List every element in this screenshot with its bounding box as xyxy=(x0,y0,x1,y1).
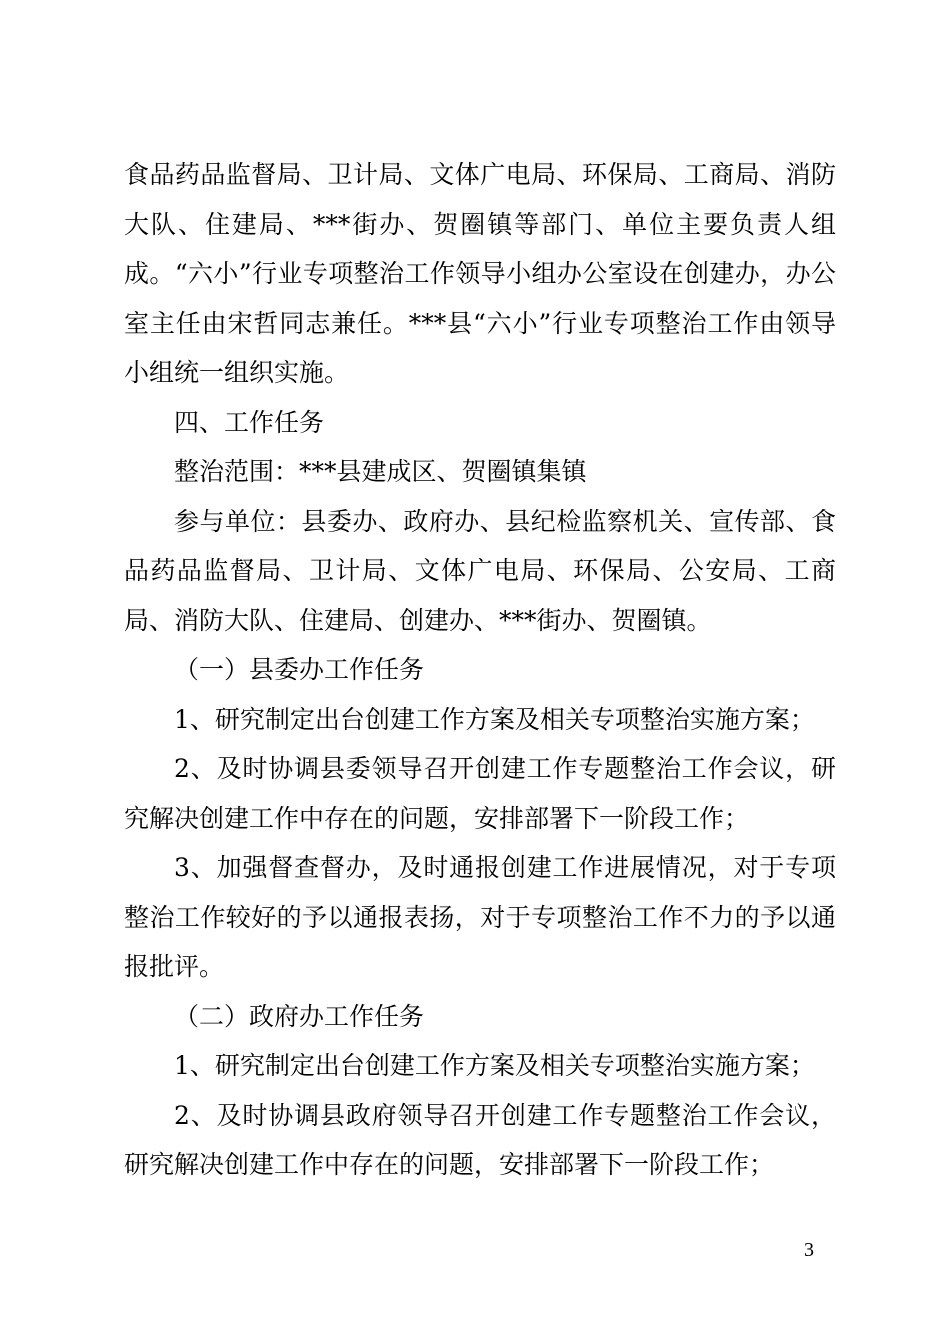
list-item-committee-task-3: 3、加强督查督办，及时通报创建工作进展情况，对于专项整治工作较好的予以通报表扬，对于专项整治工作不力的予以通报批评。 xyxy=(124,853,836,981)
subheading-government-office: （二）政府办工作任务 xyxy=(174,1001,425,1031)
list-item-committee-task-1: 1、研究制定出台创建工作方案及相关专项整治实施方案； xyxy=(174,704,815,734)
paragraph-leadership-composition: 食品药品监督局、卫计局、文体广电局、环保局、工商局、消防大队、住建局、***街办、贺圈镇等部门、单位主要负责人组成。“六小”行业专项整治工作领导小组办公室设在创建办，办公室主任由宋哲同志兼任。***县“六小”行业专项整治工作由领导小组统一组织实施。 xyxy=(124,160,836,387)
subheading-county-committee-office: （一）县委办工作任务 xyxy=(174,655,425,684)
list-item-government-task-1: 1、研究制定出台创建工作方案及相关专项整治实施方案； xyxy=(174,1051,815,1080)
paragraph-scope: 整治范围：***县建成区、贺圈镇集镇 xyxy=(174,457,587,486)
page-number: 3 xyxy=(804,1239,814,1261)
list-item-committee-task-2: 2、及时协调县委领导召开创建工作专题整治工作会议，研究解决创建工作中存在的问题，安排部署下一阶段工作； xyxy=(124,754,836,833)
list-item-government-task-2: 2、及时协调县政府领导召开创建工作专题整治工作会议，研究解决创建工作中存在的问题，安排部署下一阶段工作； xyxy=(124,1100,836,1179)
paragraph-participating-units: 参与单位：县委办、政府办、县纪检监察机关、宣传部、食品药品监督局、卫计局、文体广电局、环保局、公安局、工商局、消防大队、住建局、创建办、***街办、贺圈镇。 xyxy=(124,506,836,635)
document-body xyxy=(124,150,836,1190)
section-heading-work-tasks: 四、工作任务 xyxy=(174,407,325,437)
